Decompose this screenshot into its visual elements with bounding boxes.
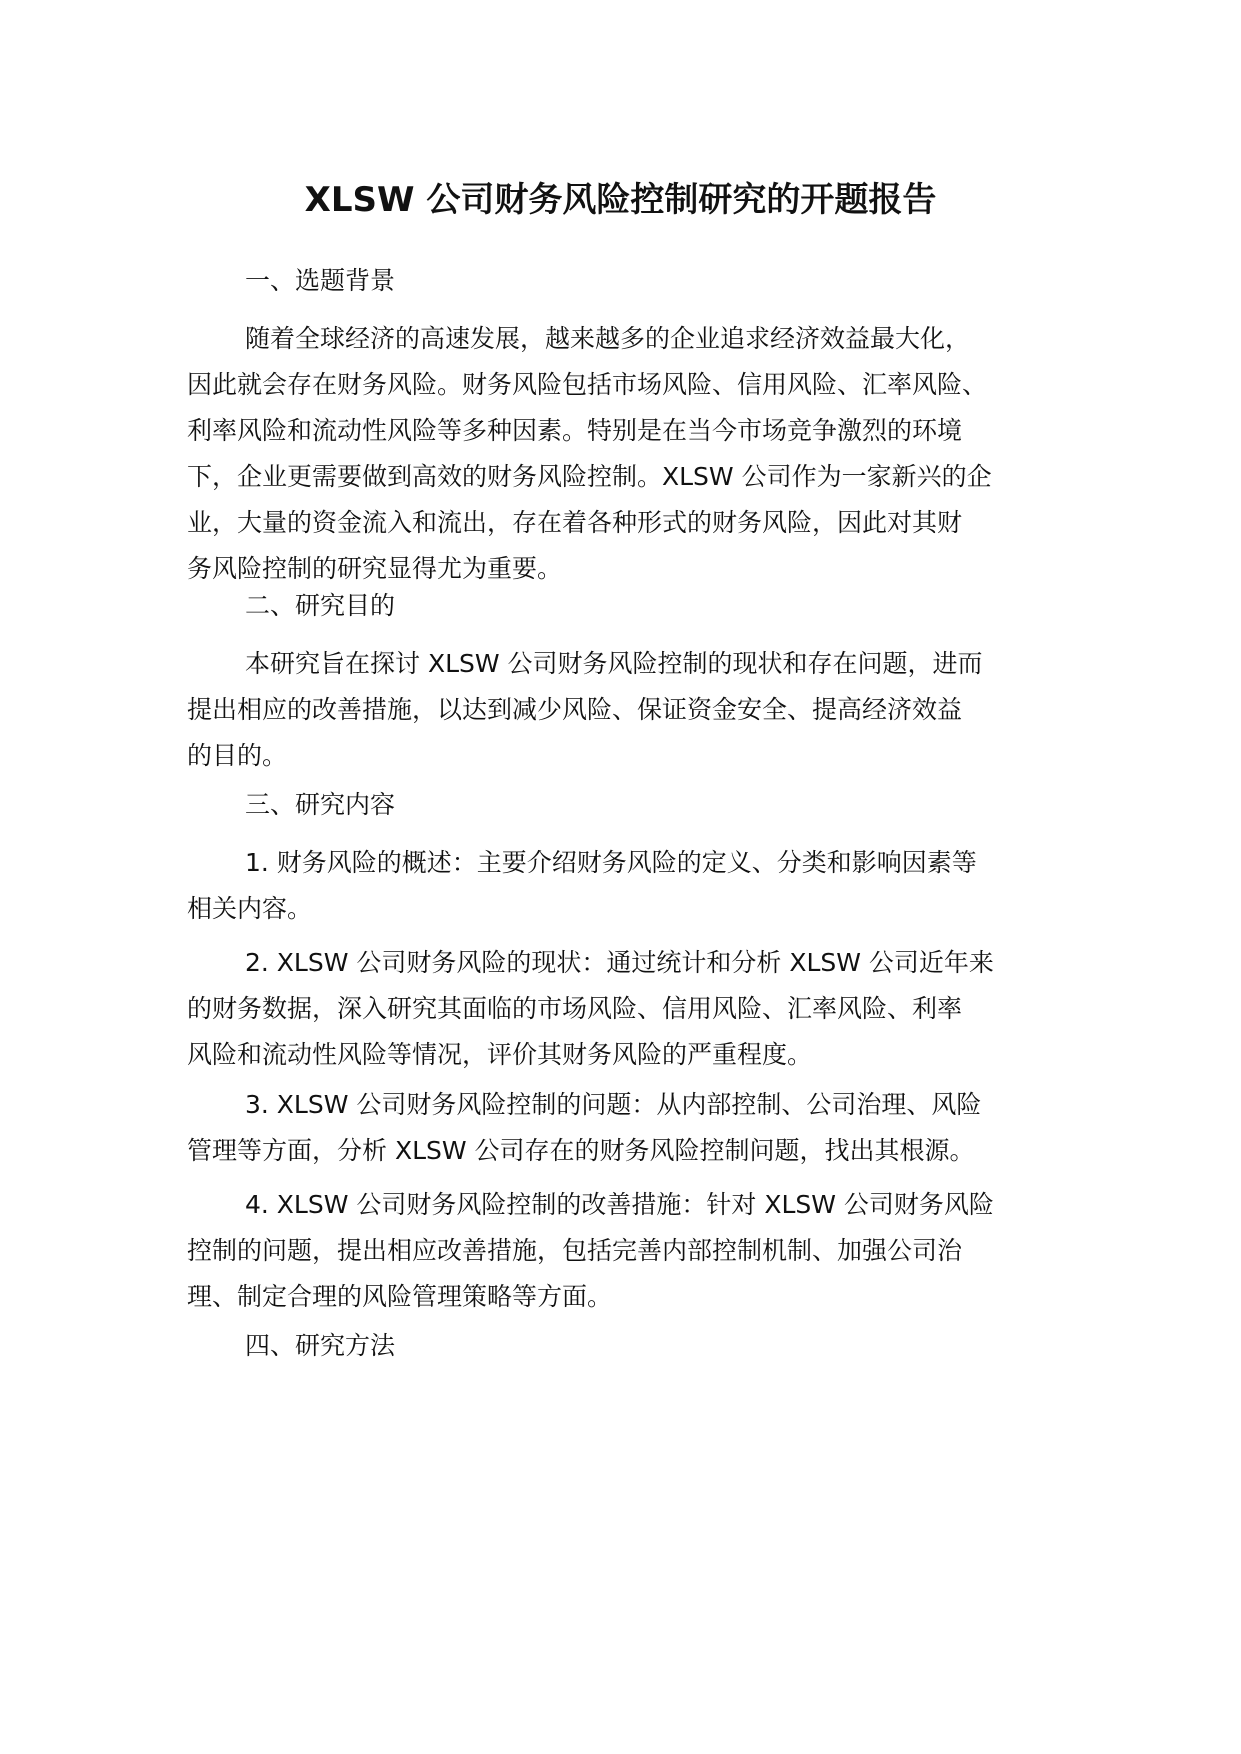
paragraph-line: 本研究旨在探讨 XLSW 公司财务风险控制的现状和存在问题，进而 — [245, 649, 983, 678]
item-line: 4. XLSW 公司财务风险控制的改善措施：针对 XLSW 公司财务风险 — [245, 1190, 994, 1219]
section-heading: 三、研究内容 — [245, 790, 396, 819]
paragraph-line: 的目的。 — [187, 741, 288, 770]
item-line: 风险和流动性风险等情况，评价其财务风险的严重程度。 — [187, 1040, 813, 1069]
item-line: 相关内容。 — [187, 894, 313, 923]
paragraph-background — [187, 316, 1067, 592]
paragraph-line: 务风险控制的研究显得尤为重要。 — [187, 554, 563, 583]
section-heading-purpose — [187, 583, 1067, 629]
section-heading-background — [187, 258, 1067, 304]
paragraph-line: 业，大量的资金流入和流出，存在着各种形式的财务风险，因此对其财 — [187, 508, 963, 537]
section-heading-content — [187, 782, 1067, 828]
section-heading: 四、研究方法 — [245, 1331, 396, 1360]
item-line: 管理等方面，分析 XLSW 公司存在的财务风险控制问题，找出其根源。 — [187, 1136, 975, 1165]
item-line: 3. XLSW 公司财务风险控制的问题：从内部控制、公司治理、风险 — [245, 1090, 982, 1119]
paragraph-line: 下，企业更需要做到高效的财务风险控制。XLSW 公司作为一家新兴的企 — [187, 462, 992, 491]
item-line: 理、制定合理的风险管理策略等方面。 — [187, 1282, 613, 1311]
item-line: 1. 财务风险的概述：主要介绍财务风险的定义、分类和影响因素等 — [245, 848, 977, 877]
paragraph-line: 随着全球经济的高速发展，越来越多的企业追求经济效益最大化， — [245, 324, 971, 353]
section-heading: 一、选题背景 — [245, 266, 396, 295]
paragraph-line: 提出相应的改善措施，以达到减少风险、保证资金安全、提高经济效益 — [187, 695, 963, 724]
content-item-1 — [187, 840, 1067, 932]
document-title: XLSW 公司财务风险控制研究的开题报告 — [304, 180, 937, 220]
section-heading-method — [187, 1323, 1067, 1369]
item-line: 2. XLSW 公司财务风险的现状：通过统计和分析 XLSW 公司近年来 — [245, 948, 994, 977]
item-line: 的财务数据，深入研究其面临的市场风险、信用风险、汇率风险、利率 — [187, 994, 963, 1023]
section-heading: 二、研究目的 — [245, 591, 396, 620]
content-item-4 — [187, 1182, 1067, 1320]
paragraph-line: 利率风险和流动性风险等多种因素。特别是在当今市场竞争激烈的环境 — [187, 416, 963, 445]
content-item-2 — [187, 940, 1067, 1078]
paragraph-purpose — [187, 641, 1067, 779]
item-line: 控制的问题，提出相应改善措施，包括完善内部控制机制、加强公司治 — [187, 1236, 963, 1265]
paragraph-line: 因此就会存在财务风险。财务风险包括市场风险、信用风险、汇率风险、 — [187, 370, 988, 399]
content-item-3 — [187, 1082, 1067, 1174]
